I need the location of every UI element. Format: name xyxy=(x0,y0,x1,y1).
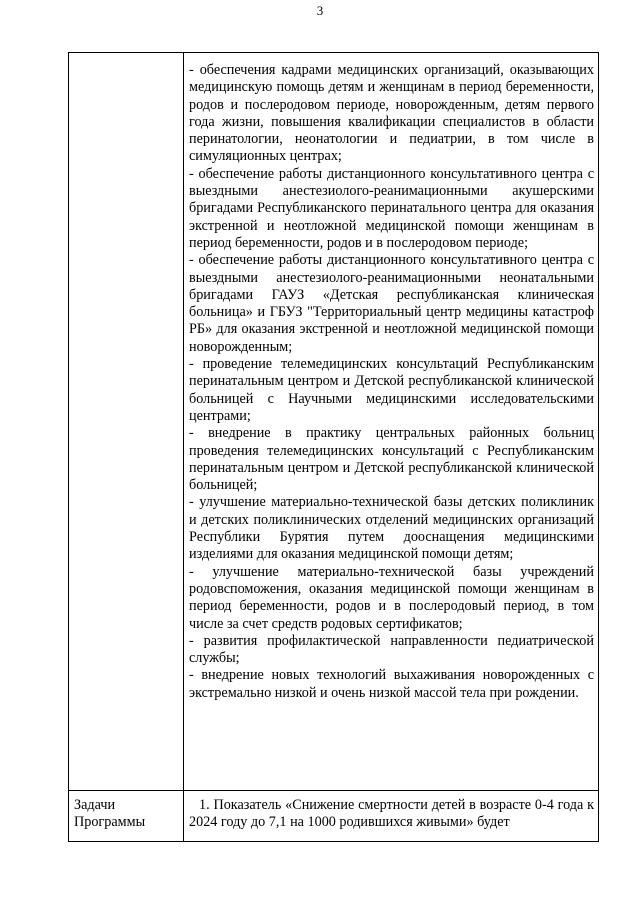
row-content-cell xyxy=(184,53,599,791)
program-table xyxy=(68,52,599,842)
task-paragraph: 1. Показатель «Снижение смертности детей в возрасте 0-4 года к 2024 году до 7,1 на 1000 родившихся живыми» будет xyxy=(189,797,594,831)
paragraph: - обеспечение работы дистанционного консультативного центра с выездными анестезиолого-реанимационными акушерскими бригадами Республиканского перинатального центра для оказания экстренной и неотложной медицинской помощи женщинам в период беременности, родов и в послеродовом периоде; xyxy=(189,165,594,251)
paragraph: - внедрение в практику центральных районных больниц проведения телемедицинских консультаций с Республиканским перинатальным центром и Детской республиканской клинической больницей; xyxy=(189,425,594,494)
content-block xyxy=(184,53,598,702)
row-label-line: Программы xyxy=(74,814,146,831)
label-block xyxy=(69,791,183,832)
table-row xyxy=(69,791,599,842)
row-content-cell xyxy=(184,791,599,842)
paragraph: - проведение телемедицинских консультаций Республиканским перинатальным центром и Детской республиканской клинической больницей с Научными медицинскими исследовательскими центрами; xyxy=(189,356,594,424)
paragraph: - внедрение новых технологий выхаживания новорожденных с экстремально низкой и очень низкой массой тела при рождении. xyxy=(189,667,594,701)
row-label-line: Задачи xyxy=(74,797,116,813)
paragraph: - обеспечения кадрами медицинских организаций, оказывающих медицинскую помощь детям и женщинам в период беременности, родов и послеродовом периоде, новорожденным, детям первого года жизни, повышения квалификации специалистов в области перинатологии, неонатологии и педиатрии, в том числе в симуляционных центрах; xyxy=(189,62,594,165)
paragraph: - улучшение материально-технической базы детских поликлиник и детских поликлинических отделений медицинских организаций Республики Бурятия путем дооснащения медицинскими изделиями для оказания медицинской помощи детям; xyxy=(189,494,594,563)
paragraph: - обеспечение работы дистанционного консультативного центра с выездными анестезиолого-реанимационными неонатальными бригадами ГАУЗ «Детская республиканская клиническая больница» и ГБУЗ "Территориальный центр медицины катастроф РБ» для оказания экстренной и неотложной медицинской помощи новорожденным; xyxy=(189,252,594,355)
row-label-cell xyxy=(69,53,184,791)
table-row xyxy=(69,53,599,791)
row-label-cell xyxy=(69,791,184,842)
paragraph: - развития профилактической направленности педиатрической службы; xyxy=(189,632,594,667)
paragraph: - улучшение материально-технической базы учреждений родовспоможения, оказания медицинской помощи женщинам в период беременности, родов и в послеродовый период, в том числе за счет средств родовых сертификатов; xyxy=(189,563,594,632)
content-block xyxy=(184,791,598,832)
page-number: 3 xyxy=(316,3,324,18)
